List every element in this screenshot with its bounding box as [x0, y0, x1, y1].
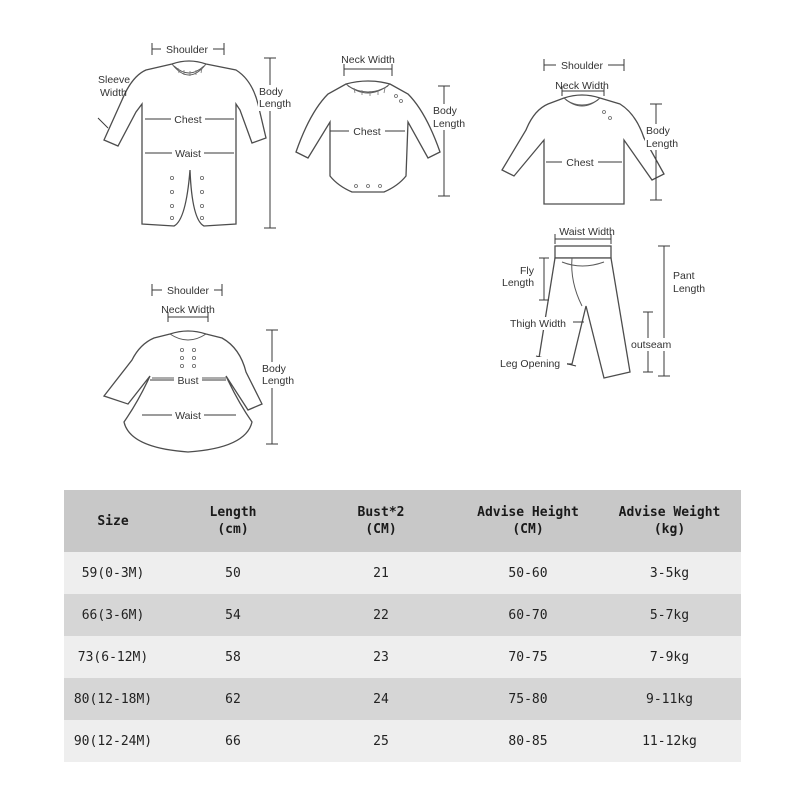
cell-bust: 23 [304, 636, 458, 678]
pants-leg-opening-label: Leg Opening [500, 358, 561, 370]
dress-length-label: Length [262, 375, 295, 387]
top-diagram [502, 58, 679, 204]
cell-weight: 5-7kg [598, 594, 741, 636]
pants-fly-label: Fly [520, 265, 534, 277]
pants-fly-length-label: Length [502, 277, 535, 289]
bodysuit-body-label: Body [433, 105, 457, 117]
cell-length: 50 [162, 552, 304, 594]
table-row [64, 552, 741, 594]
cell-height: 50-60 [458, 552, 598, 594]
header-length: Length (cm) [162, 490, 304, 552]
cell-height: 70-75 [458, 636, 598, 678]
top-neck-width-label: Neck Width [555, 80, 609, 92]
cell-size: 59(0-3M) [64, 552, 162, 594]
table-row [64, 720, 741, 762]
cell-height: 80-85 [458, 720, 598, 762]
top-body-label: Body [646, 125, 670, 137]
dress-neck-width-label: Neck Width [161, 304, 215, 316]
bodysuit-neck-width-label: Neck Width [341, 54, 395, 66]
cell-weight: 9-11kg [598, 678, 741, 720]
dress-bust-label: Bust [177, 375, 199, 387]
cell-length: 66 [162, 720, 304, 762]
cell-bust: 22 [304, 594, 458, 636]
pants-waist-width-label: Waist Width [559, 226, 615, 238]
header-bust: Bust*2 (CM) [304, 490, 458, 552]
bodysuit-chest-label: Chest [353, 126, 381, 138]
romper-length-label: Length [259, 98, 292, 110]
cell-bust: 25 [304, 720, 458, 762]
bodysuit-length-label: Length [433, 118, 466, 130]
pants-diagram [499, 226, 710, 378]
dress-shoulder-label: Shoulder [166, 285, 210, 297]
pants-pant-label: Pant [673, 270, 695, 282]
cell-length: 54 [162, 594, 304, 636]
cell-height: 75-80 [458, 678, 598, 720]
header-advise-weight: Advise Weight (kg) [598, 490, 741, 552]
romper-shoulder-label: Shoulder [165, 44, 209, 56]
table-row [64, 636, 741, 678]
pants-thigh-width-label: Thigh Width [510, 318, 567, 330]
romper-waist-label: Waist [175, 148, 201, 160]
cell-bust: 24 [304, 678, 458, 720]
dress-diagram [104, 283, 301, 452]
cell-weight: 11-12kg [598, 720, 741, 762]
table-row [64, 678, 741, 720]
cell-size: 73(6-12M) [64, 636, 162, 678]
table-row [64, 594, 741, 636]
dress-waist-label: Waist [175, 410, 201, 422]
cell-size: 80(12-18M) [64, 678, 162, 720]
cell-size: 90(12-24M) [64, 720, 162, 762]
romper-diagram [98, 42, 291, 228]
cell-size: 66(3-6M) [64, 594, 162, 636]
romper-sleeve-label: Sleeve [98, 74, 131, 86]
size-chart-table [64, 490, 741, 762]
cell-bust: 21 [304, 552, 458, 594]
bodysuit-diagram [296, 54, 472, 196]
header-size: Size [64, 490, 162, 552]
cell-weight: 3-5kg [598, 552, 741, 594]
top-shoulder-label: Shoulder [560, 60, 604, 72]
header-advise-height: Advise Height (CM) [458, 490, 598, 552]
top-chest-label: Chest [566, 157, 594, 169]
romper-body-label: Body [259, 86, 283, 98]
dress-body-label: Body [262, 363, 286, 375]
pants-outseam-label: outseam [631, 339, 672, 351]
cell-height: 60-70 [458, 594, 598, 636]
size-table-header-row [64, 490, 741, 552]
romper-width-label: Width [100, 87, 127, 99]
pants-pant-length-label: Length [673, 283, 706, 295]
cell-length: 62 [162, 678, 304, 720]
cell-length: 58 [162, 636, 304, 678]
top-length-label: Length [646, 138, 679, 150]
romper-chest-label: Chest [174, 114, 202, 126]
cell-weight: 7-9kg [598, 636, 741, 678]
